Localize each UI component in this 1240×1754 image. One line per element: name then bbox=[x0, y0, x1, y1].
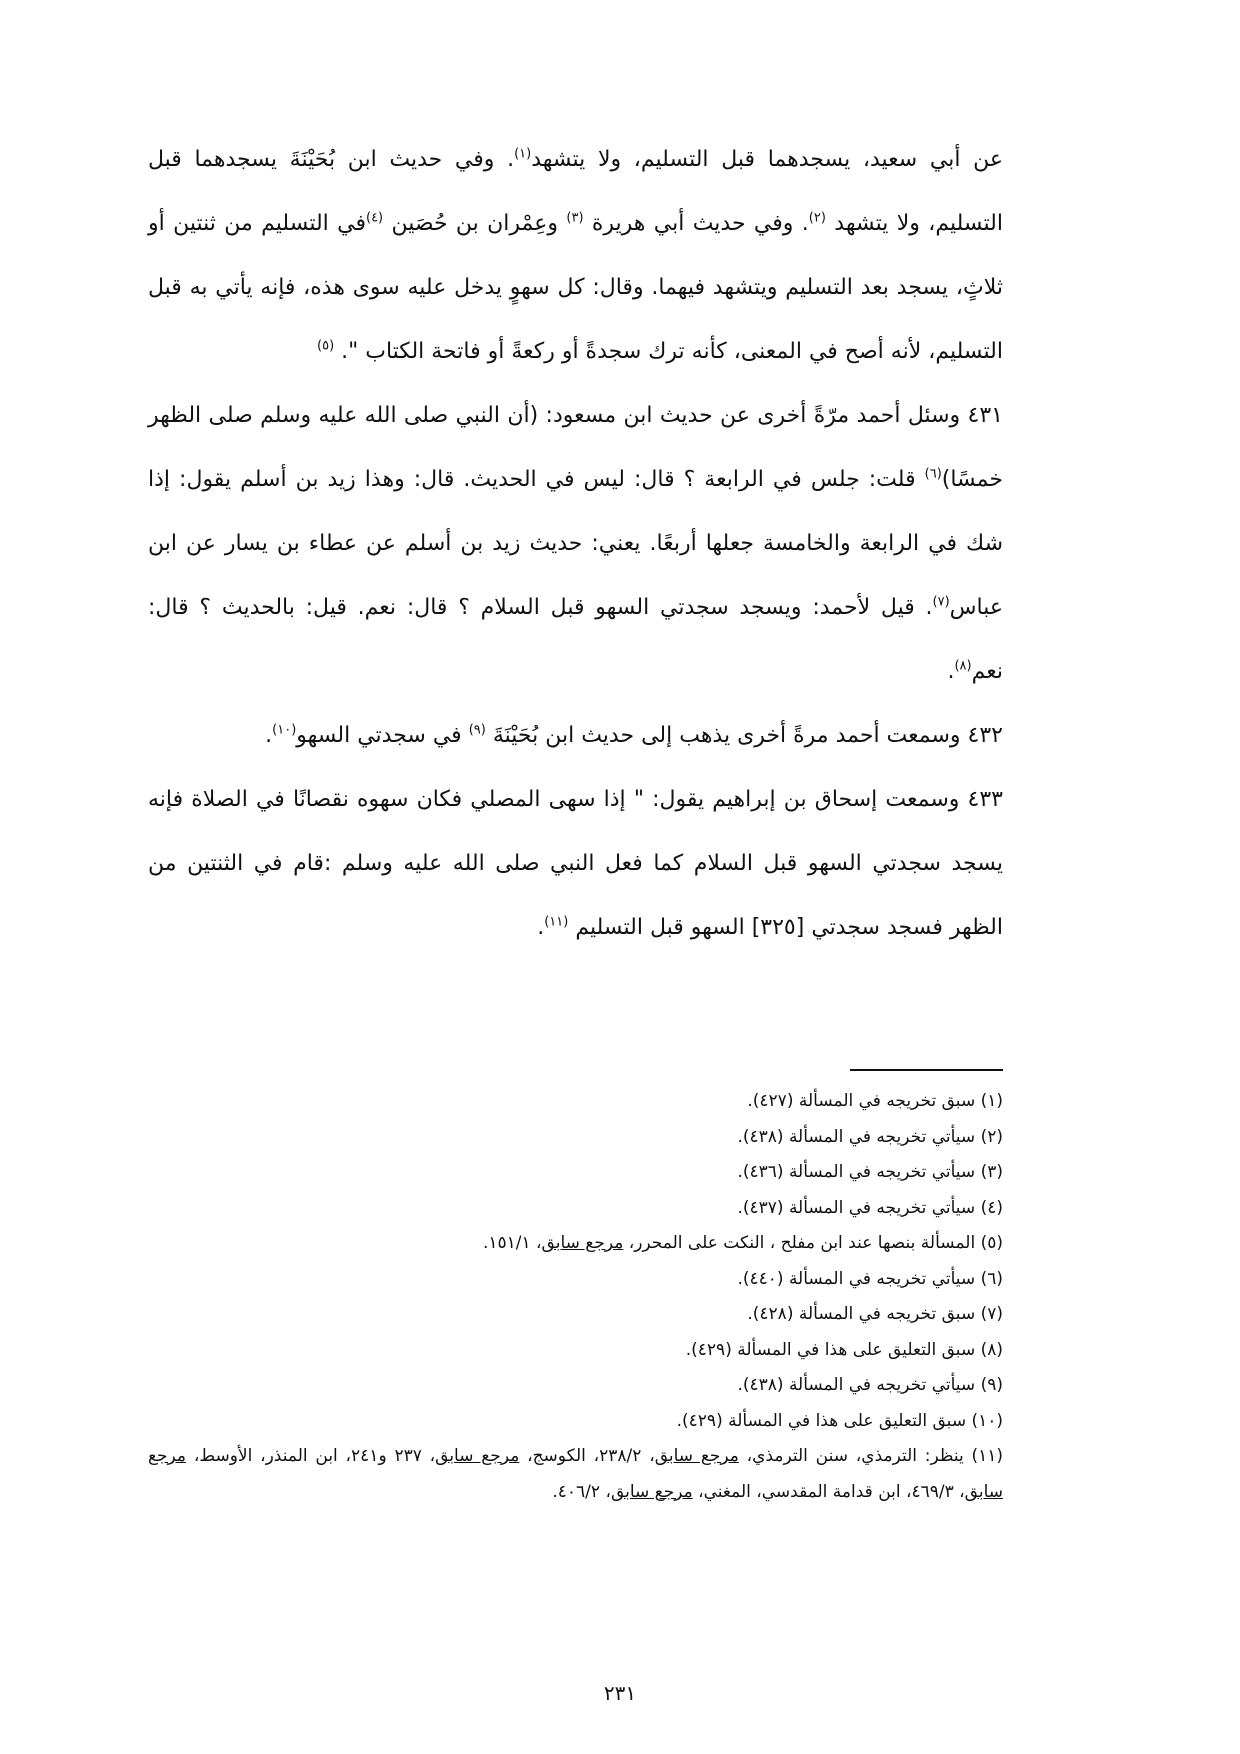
reference-link[interactable]: مرجع سابق bbox=[148, 1446, 1003, 1502]
text-run: . قيل لأحمد: ويسجد سجدتي السهو قبل السلام ؟ قال: نعم. قيل: بالحديث ؟ قال: نعم bbox=[148, 595, 1003, 684]
paragraph-432 bbox=[148, 704, 1003, 768]
text-run: ٤٣٣ وسمعت إسحاق بن إبراهيم يقول: " إذا سهى المصلي فكان سهوه نقصانًا في الصلاة فإنه يسجد سجدتي السهو قبل السلام كما فعل النبي صلى الله عليه وسلم :قام في الثنتين من الظهر فسجد سجدتي [٣٢٥] السهو قبل التسليم bbox=[148, 787, 1003, 940]
footnote-7: (٧) سبق تخريجه في المسألة (٤٢٨). bbox=[747, 1304, 1003, 1324]
footnote-ref-11[interactable]: (١١) bbox=[544, 914, 569, 930]
footnote-text: ، ٤٠٦/٢. bbox=[552, 1481, 611, 1502]
footnote-ref-10[interactable]: (١٠) bbox=[272, 722, 297, 738]
footnote-ref-7[interactable]: (٧) bbox=[932, 594, 950, 610]
reference-link[interactable]: مرجع سابق bbox=[541, 1233, 624, 1253]
page-number: ٢٣١ bbox=[603, 1681, 637, 1705]
footnote-text: ، ٤٦٩/٣، ابن قدامة المقدسي، المغني، bbox=[692, 1481, 965, 1502]
footnote-text: ، ٢٣٧ و٢٤١، ابن المنذر، الأوسط، bbox=[186, 1446, 436, 1466]
footnote-ref-2[interactable]: (٢) bbox=[808, 210, 826, 226]
text-run: ٤٣١ وسئل أحمد مرّةً أخرى عن حديث ابن مسعود: (أن النبي صلى الله عليه وسلم صلى الظهر خمسًا) bbox=[148, 403, 1003, 492]
footnote-text: ، ٢٣٨/٢، الكوسج، bbox=[519, 1446, 655, 1466]
reference-link[interactable]: مرجع سابق bbox=[654, 1446, 739, 1466]
footnote-ref-5[interactable]: (٥) bbox=[317, 338, 335, 354]
text-run: قلت: جلس في الرابعة ؟ قال: ليس في الحديث. قال: وهذا زيد بن أسلم يقول: إذا شك في الرابعة والخامسة جعلها أربعًا. يعني: حديث زيد بن أسلم عن عطاء بن يسار عن ابن عباس bbox=[148, 467, 1003, 620]
text-run: في التسليم من ثنتين أو ثلاثٍ، يسجد بعد التسليم ويتشهد فيهما. وقال: كل سهوٍ يدخل عليه سوى هذه، فإنه يأتي به قبل التسليم، لأنه أصح في المعنى، كأنه ترك سجدةً أو ركعةً أو فاتحة الكتاب ". bbox=[148, 211, 1003, 364]
footnote-9: (٩) سيأتي تخريجه في المسألة (٤٣٨). bbox=[737, 1375, 1003, 1395]
footnote-ref-1[interactable]: (١) bbox=[514, 146, 532, 162]
footnote-text: (٥) المسألة بنصها عند ابن مفلح ، النكت على المحرر، bbox=[623, 1233, 1003, 1253]
paragraph-433 bbox=[148, 768, 1003, 960]
paragraph-1 bbox=[148, 128, 1003, 384]
footnote-ref-6[interactable]: (٦) bbox=[924, 466, 942, 482]
footnote-5 bbox=[148, 1226, 1003, 1262]
text-run: . bbox=[265, 723, 273, 748]
text-run: عن أبي سعيد، يسجدهما قبل التسليم، ولا يتشهد bbox=[531, 147, 1004, 172]
reference-link[interactable]: مرجع سابق bbox=[610, 1481, 693, 1502]
footnote-4: (٤) سيأتي تخريجه في المسألة (٤٣٧). bbox=[737, 1197, 1003, 1218]
footnote-11 bbox=[148, 1439, 1003, 1510]
text-run: ٤٣٢ وسمعت أحمد مرةً أخرى يذهب إلى حديث ابن بُحَيْنَةَ bbox=[485, 723, 1003, 748]
footnote-ref-4[interactable]: (٤) bbox=[365, 210, 384, 226]
footnote-text: ، ١٥١/١. bbox=[482, 1233, 542, 1253]
text-run: في سجدتي السهو bbox=[296, 723, 469, 748]
footnote-ref-9[interactable]: (٩) bbox=[468, 722, 486, 738]
paragraph-431 bbox=[148, 384, 1003, 704]
text-run: . وفي حديث أبي هريرة bbox=[583, 211, 809, 236]
footnote-divider bbox=[850, 1069, 1003, 1071]
text-run: . bbox=[947, 659, 955, 684]
main-text bbox=[148, 128, 1003, 960]
text-run: . bbox=[537, 915, 545, 940]
footnote-text: (١١) ينظر: الترمذي، سنن الترمذي، bbox=[738, 1446, 1004, 1466]
footnotes bbox=[148, 1084, 1003, 1510]
footnote-2: (٢) سيأتي تخريجه في المسألة (٤٣٨). bbox=[737, 1126, 1003, 1147]
footnote-10: (١٠) سبق التعليق على هذا في المسألة (٤٢٩). bbox=[676, 1410, 1003, 1431]
footnote-ref-3[interactable]: (٣) bbox=[566, 210, 584, 226]
text-run: . وفي حديث ابن بُحَيْنَةَ يسجدهما قبل التسليم، ولا يتشهد bbox=[148, 147, 1003, 236]
footnote-3: (٣) سيأتي تخريجه في المسألة (٤٣٦). bbox=[737, 1162, 1003, 1182]
reference-link[interactable]: مرجع سابق bbox=[435, 1446, 520, 1466]
footnote-8: (٨) سبق التعليق على هذا في المسألة (٤٢٩). bbox=[685, 1339, 1003, 1360]
text-run: وعِمْران بن حُصَين bbox=[383, 211, 567, 236]
footnote-1: (١) سبق تخريجه في المسألة (٤٢٧). bbox=[747, 1091, 1003, 1111]
footnote-6: (٦) سيأتي تخريجه في المسألة (٤٤٠). bbox=[737, 1268, 1003, 1289]
footnote-ref-8[interactable]: (٨) bbox=[954, 658, 972, 674]
